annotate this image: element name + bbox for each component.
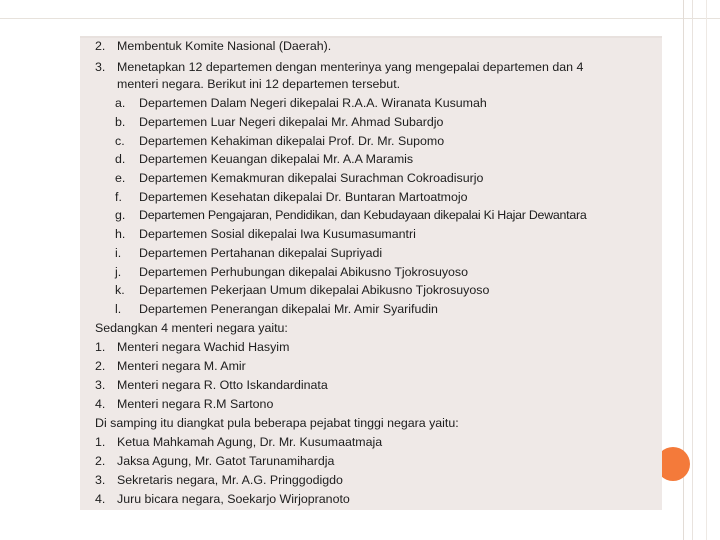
department-text: Departemen Pertahanan dikepalai Supriyadi — [139, 246, 383, 260]
minister-text: Menteri negara R.M Sartono — [117, 397, 274, 411]
department-item — [80, 245, 662, 263]
official-item — [80, 434, 662, 452]
department-text: Departemen Kemakmuran dikepalai Surachman Cokroadisurjo — [139, 171, 484, 185]
department-letter: a. — [115, 96, 126, 110]
slide-frame-line — [692, 0, 693, 540]
scanned-document-page — [80, 36, 662, 510]
official-item — [80, 472, 662, 490]
department-item — [80, 151, 662, 169]
department-item — [80, 170, 662, 188]
official-number: 2. — [95, 454, 106, 468]
minister-number: 3. — [95, 378, 106, 392]
minister-text: Menteri negara M. Amir — [117, 359, 246, 373]
official-text: Ketua Mahkamah Agung, Dr. Mr. Kusumaatmaja — [117, 435, 383, 449]
department-item — [80, 133, 662, 151]
department-text: Departemen Penerangan dikepalai Mr. Amir Syarifudin — [139, 302, 438, 316]
item-number: 3. — [95, 60, 106, 74]
department-letter: f. — [115, 190, 122, 204]
department-text: Departemen Pengajaran, Pendidikan, dan Kebudayaan dikepalai Ki Hajar Dewantara — [139, 208, 587, 222]
minister-item — [80, 377, 662, 395]
department-letter: l. — [115, 302, 122, 316]
department-text: Departemen Kesehatan dikepalai Dr. Buntaran Martoatmojo — [139, 190, 468, 204]
department-item — [80, 282, 662, 300]
department-text: Departemen Pekerjaan Umum dikepalai Abikusno Tjokrosuyoso — [139, 283, 490, 297]
department-item — [80, 95, 662, 113]
official-number: 4. — [95, 492, 106, 506]
minister-text: Menteri negara R. Otto Iskandardinata — [117, 378, 328, 392]
ministers-intro-text: Sedangkan 4 menteri negara yaitu: — [95, 321, 288, 335]
minister-number: 4. — [95, 397, 106, 411]
item-number: 2. — [95, 39, 106, 53]
department-item — [80, 264, 662, 282]
department-letter: b. — [115, 115, 126, 129]
minister-number: 2. — [95, 359, 106, 373]
department-letter: d. — [115, 152, 126, 166]
department-letter: k. — [115, 283, 125, 297]
minister-item — [80, 358, 662, 376]
department-item — [80, 114, 662, 132]
department-text: Departemen Perhubungan dikepalai Abikusno Tjokrosuyoso — [139, 265, 469, 279]
officials-intro-text: Di samping itu diangkat pula beberapa pejabat tinggi negara yaitu: — [95, 416, 459, 430]
minister-item — [80, 396, 662, 414]
item-text: Menetapkan 12 departemen dengan menterinya yang mengepalai departemen dan 4 — [117, 60, 584, 74]
department-letter: e. — [115, 171, 126, 185]
official-text: Jaksa Agung, Mr. Gatot Tarunamihardja — [117, 454, 335, 468]
department-letter: j. — [115, 265, 122, 279]
numbered-item — [80, 38, 662, 56]
department-item — [80, 207, 662, 225]
official-number: 1. — [95, 435, 106, 449]
official-text: Juru bicara negara, Soekarjo Wirjopranoto — [117, 492, 350, 506]
department-item — [80, 301, 662, 319]
item-continuation — [80, 76, 662, 94]
department-text: Departemen Dalam Negeri dikepalai R.A.A. Wiranata Kusumah — [139, 96, 487, 110]
officials-intro — [80, 415, 662, 433]
item-text-continuation: menteri negara. Berikut ini 12 departemen tersebut. — [117, 77, 401, 91]
minister-text: Menteri negara Wachid Hasyim — [117, 340, 290, 354]
department-letter: g. — [115, 208, 126, 222]
department-text: Departemen Luar Negeri dikepalai Mr. Ahmad Subardjo — [139, 115, 444, 129]
numbered-item — [80, 59, 662, 77]
official-text: Sekretaris negara, Mr. A.G. Pringgodigdo — [117, 473, 343, 487]
department-text: Departemen Kehakiman dikepalai Prof. Dr. Mr. Supomo — [139, 134, 445, 148]
department-text: Departemen Keuangan dikepalai Mr. A.A Maramis — [139, 152, 414, 166]
official-item — [80, 453, 662, 471]
ministers-intro — [80, 320, 662, 338]
department-letter: h. — [115, 227, 126, 241]
department-letter: i. — [115, 246, 122, 260]
item-text: Membentuk Komite Nasional (Daerah). — [117, 39, 332, 53]
official-item — [80, 491, 662, 509]
minister-number: 1. — [95, 340, 106, 354]
department-item — [80, 226, 662, 244]
department-text: Departemen Sosial dikepalai Iwa Kusumasumantri — [139, 227, 416, 241]
department-item — [80, 189, 662, 207]
slide-top-band — [0, 0, 720, 19]
official-number: 3. — [95, 473, 106, 487]
department-letter: c. — [115, 134, 125, 148]
slide-frame-line — [706, 0, 707, 540]
minister-item — [80, 339, 662, 357]
